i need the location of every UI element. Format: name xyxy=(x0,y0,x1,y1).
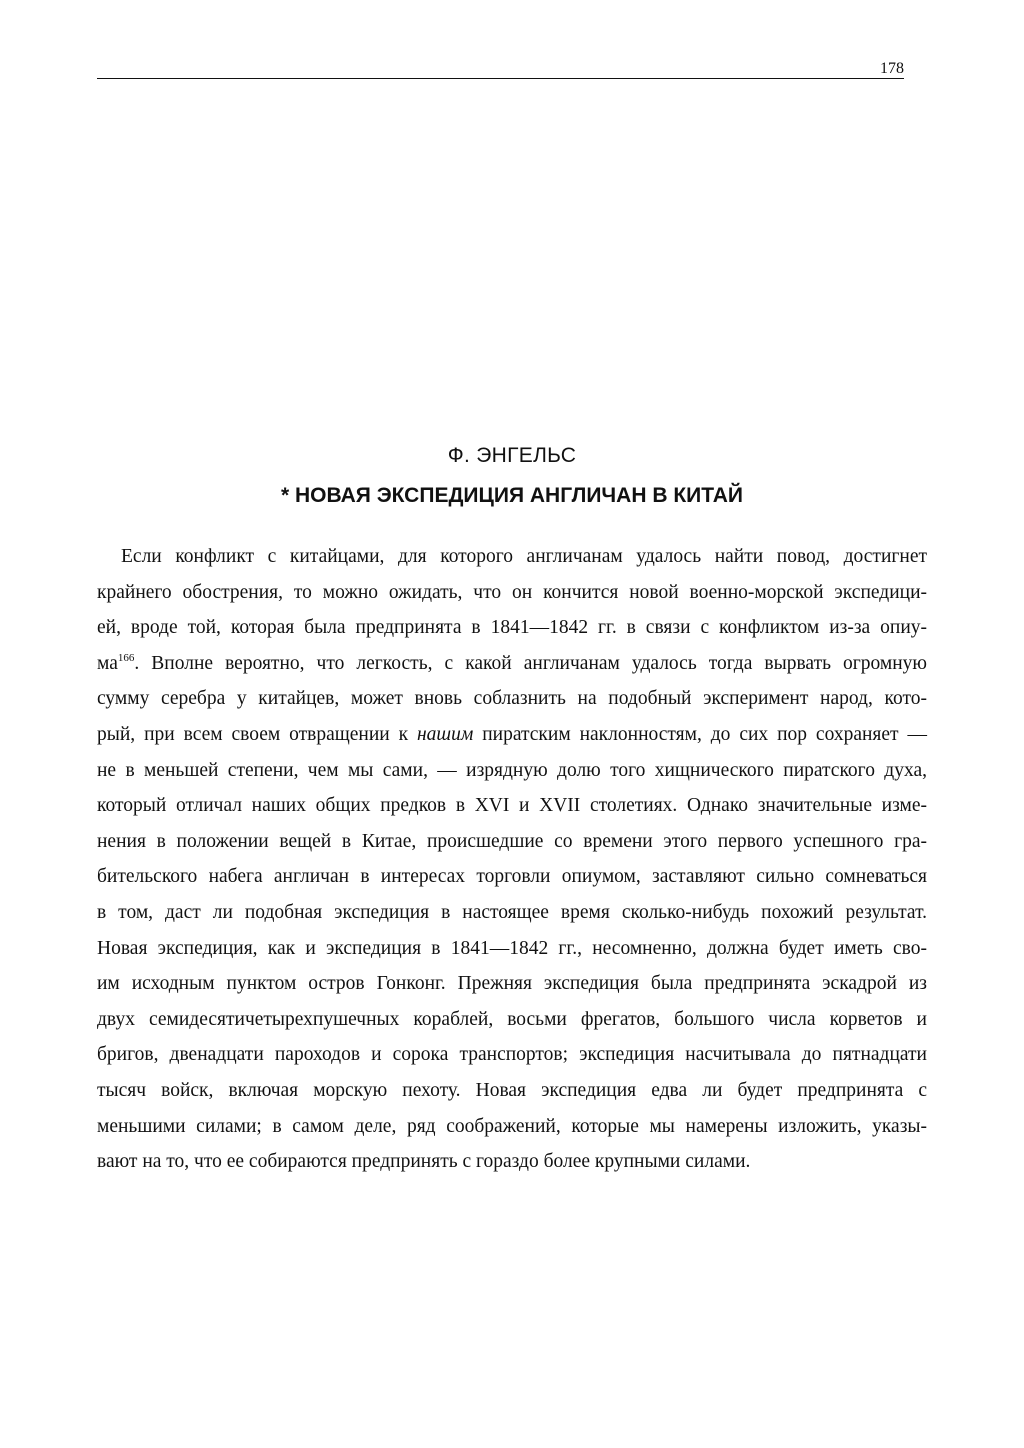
emphasized-word: нашим xyxy=(417,723,474,745)
author-name: Ф. ЭНГЕЛЬС xyxy=(447,444,577,467)
page-number: 178 xyxy=(880,60,904,77)
body-line: нения в положении вещей в Китае, происшедшие со времени этого первого успешного гра- xyxy=(97,830,927,852)
body-line: им исходным пунктом остров Гонконг. Прежняя экспедиция была предпринята эскадрой из xyxy=(97,973,927,995)
body-line: не в меньшей степени, чем мы сами, — изрядную долю того хищнического пиратского духа, xyxy=(97,759,927,781)
body-line-text: . Вполне вероятно, что легкость, с какой англичанам удалось тогда вырвать огромную xyxy=(134,652,927,674)
body-line: бригов, двенадцати пароходов и сорока транспортов; экспедиция насчитывала до пятнадцати xyxy=(97,1044,927,1066)
body-line: Если конфликт с китайцами, для которого англичанам удалось найти повод, достигнет xyxy=(121,546,927,567)
body-line: Новая экспедиция, как и экспедиция в 1841—1842 гг., несомненно, должна будет иметь сво- xyxy=(97,937,927,959)
body-line: двух семидесятичетырехпушечных кораблей, восьми фрегатов, большого числа корветов и xyxy=(97,1008,927,1030)
body-line-text: пиратским наклонностям, до сих пор сохраняет — xyxy=(473,723,927,745)
article-title: * НОВАЯ ЭКСПЕДИЦИЯ АНГЛИЧАН В КИТАЙ xyxy=(280,484,744,507)
body-line: сумму серебра у китайцев, может вновь соблазнить на подобный эксперимент народ, кото- xyxy=(97,688,927,710)
body-line: меньшими силами; в самом деле, ряд соображений, которые мы намерены изложить, указы- xyxy=(97,1115,927,1137)
footnote-marker: 166 xyxy=(117,651,135,664)
body-line-text: ма xyxy=(97,652,118,674)
body-line: крайнего обострения, то можно ожидать, что он кончится новой военно-морской экспедици- xyxy=(97,581,927,603)
header-rule xyxy=(97,78,904,79)
body-line: который отличал наших общих предков в XVI и XVII столетиях. Однако значительные изме- xyxy=(97,795,927,817)
body-line xyxy=(97,650,927,686)
body-line xyxy=(97,721,927,757)
body-line: в том, даст ли подобная экспедиция в настоящее время сколько-нибудь похожий результат. xyxy=(97,901,927,923)
body-line: бительского набега англичан в интересах торговли опиумом, заставляют сильно сомневаться xyxy=(97,866,927,888)
body-line-text: рый, при всем своем отвращении к xyxy=(97,723,417,745)
body-line: тысяч войск, включая морскую пехоту. Новая экспедиция едва ли будет предпринята с xyxy=(97,1079,927,1101)
body-line: ей, вроде той, которая была предпринята в 1841—1842 гг. в связи с конфликтом из-за опиу- xyxy=(97,617,927,639)
article-body xyxy=(97,543,927,1184)
body-line: вают на то, что ее собираются предпринять с гораздо более крупными силами. xyxy=(97,1151,751,1173)
